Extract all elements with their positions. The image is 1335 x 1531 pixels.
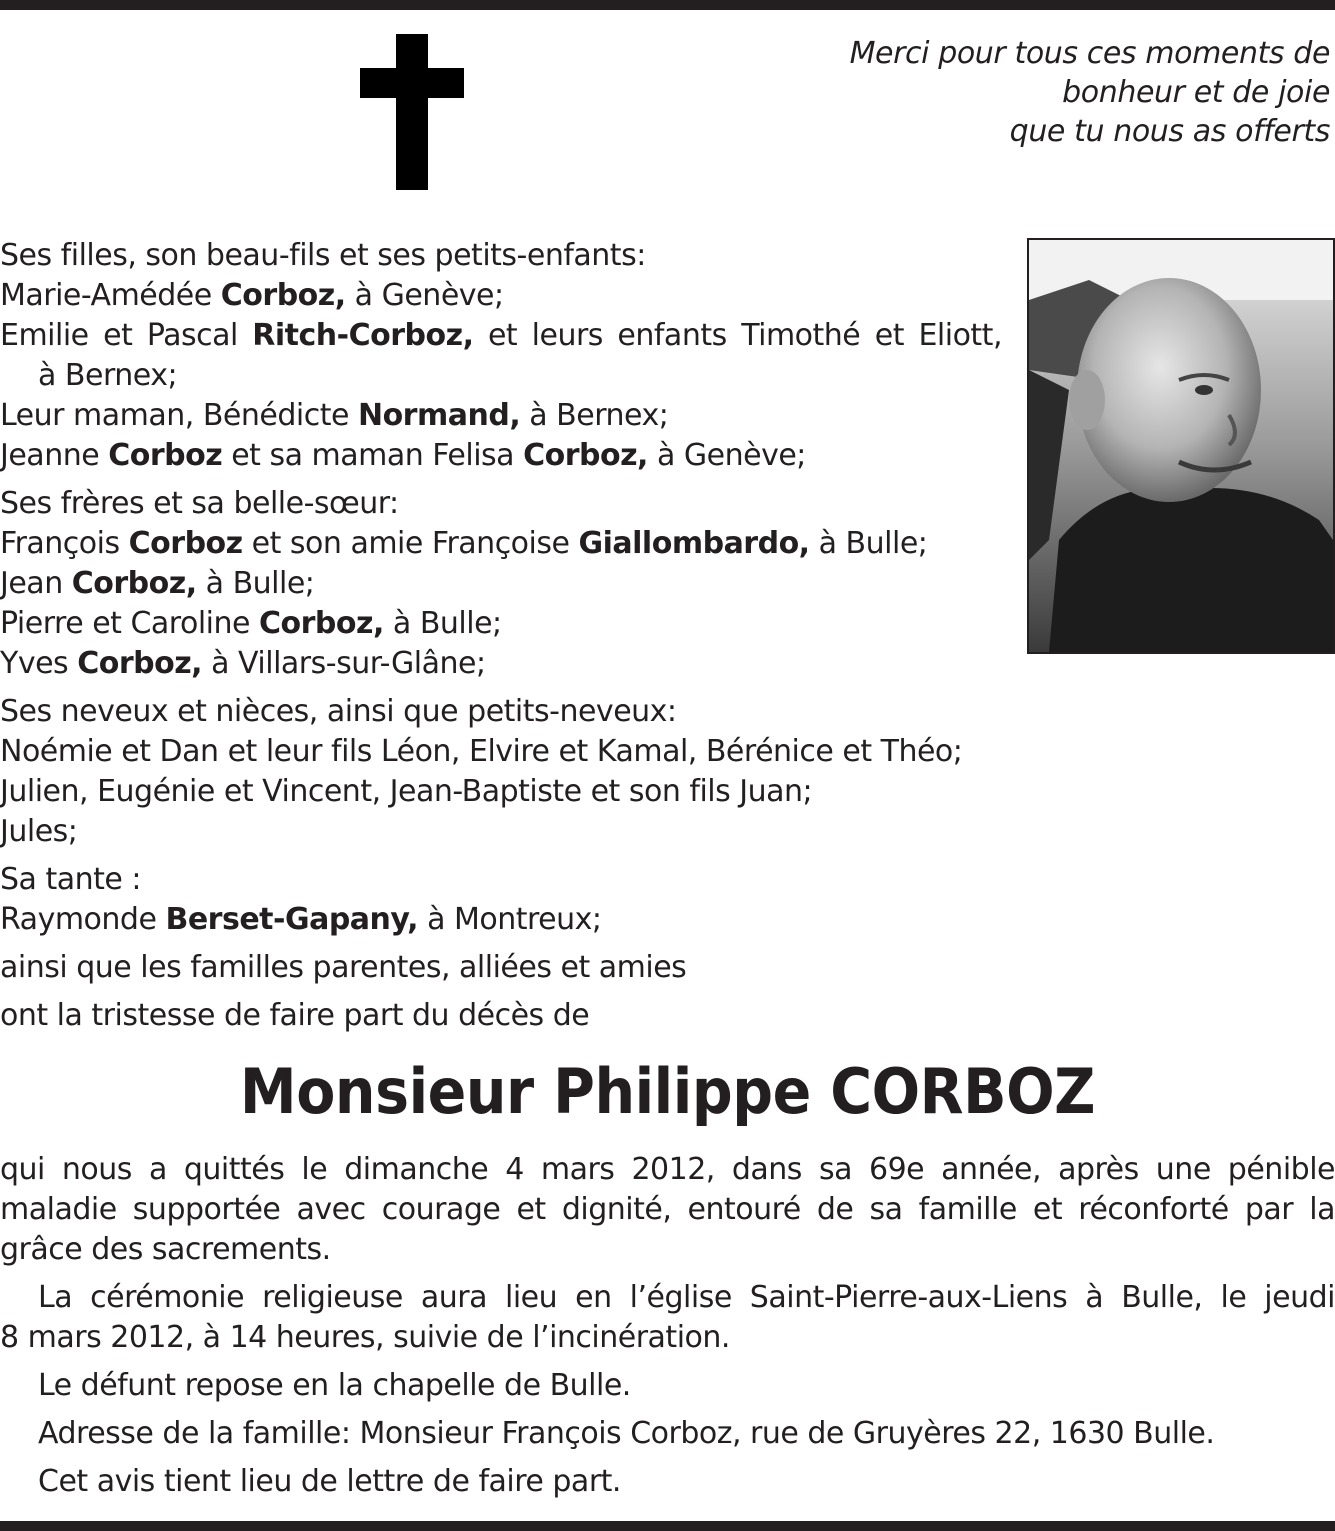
quote-line: bonheur et de joie	[1062, 75, 1330, 110]
daughters-section	[0, 236, 1010, 476]
brothers-section	[0, 484, 1010, 684]
family-line: à Bernex;	[38, 358, 178, 393]
family-line: Jules;	[0, 814, 78, 849]
body-line: Le défunt repose en la chapelle de Bulle.	[38, 1368, 631, 1403]
section-heading: Ses neveux et nièces, ainsi que petits-neveux:	[0, 694, 677, 729]
body-line: Adresse de la famille: Monsieur François Corboz, rue de Gruyères 22, 1630 Bulle.	[38, 1416, 1215, 1451]
cross-icon	[360, 34, 464, 190]
family-line: Raymonde Berset-Gapany, à Montreux;	[0, 902, 602, 937]
section-heading: Ses frères et sa belle-sœur:	[0, 486, 399, 521]
nephews-section	[0, 692, 1010, 852]
body-line: qui nous a quittés le dimanche 4 mars 2012, dans sa 69e année, après une pénible	[0, 1152, 1335, 1187]
family-line: Pierre et Caroline Corboz, à Bulle;	[0, 606, 502, 641]
body-line: maladie supportée avec courage et dignité, entouré de sa famille et réconforté par la	[0, 1192, 1335, 1227]
memorial-quote	[730, 34, 1330, 151]
notice-body	[0, 1150, 1335, 1502]
portrait-photo	[1027, 238, 1335, 654]
bottom-rule	[0, 1521, 1335, 1531]
quote-line: Merci pour tous ces moments de	[849, 36, 1330, 71]
body-line: grâce des sacrements.	[0, 1232, 331, 1267]
family-line: Jeanne Corboz et sa maman Felisa Corboz, à Genève;	[0, 438, 806, 473]
family-line: Noémie et Dan et leur fils Léon, Elvire et Kamal, Bérénice et Théo;	[0, 734, 963, 769]
family-line: Leur maman, Bénédicte Normand, à Bernex;	[0, 398, 669, 433]
family-list	[0, 236, 1010, 1044]
deceased-name: Monsieur Philippe CORBOZ	[239, 1055, 1096, 1128]
section-heading: Sa tante :	[0, 862, 141, 897]
announce-text: ont la tristesse de faire part du décès de	[0, 998, 590, 1033]
family-line: Jean Corboz, à Bulle;	[0, 566, 315, 601]
family-line: Marie-Amédée Corboz, à Genève;	[0, 278, 504, 313]
top-rule	[0, 0, 1335, 10]
family-line: François Corboz et son amie Françoise Giallombardo, à Bulle;	[0, 526, 928, 561]
body-line: Cet avis tient lieu de lettre de faire part.	[38, 1464, 621, 1499]
section-heading: Ses filles, son beau-fils et ses petits-enfants:	[0, 238, 646, 273]
announce-line	[0, 996, 1010, 1036]
body-line: 8 mars 2012, à 14 heures, suivie de l’incinération.	[0, 1320, 730, 1355]
quote-line: que tu nous as offerts	[1009, 114, 1330, 149]
families-line	[0, 948, 1010, 988]
family-line: ainsi que les familles parentes, alliées et amies	[0, 950, 687, 985]
aunt-section	[0, 860, 1010, 940]
family-line: Julien, Eugénie et Vincent, Jean-Baptiste et son fils Juan;	[0, 774, 813, 809]
portrait-image	[1029, 240, 1333, 652]
body-line: La cérémonie religieuse aura lieu en l’église Saint-Pierre-aux-Liens à Bulle, le jeudi	[38, 1280, 1335, 1315]
family-line: Yves Corboz, à Villars-sur-Glâne;	[0, 646, 486, 681]
family-line: Emilie et Pascal Ritch-Corboz, et leurs enfants Timothé et Eliott,	[0, 318, 1002, 353]
